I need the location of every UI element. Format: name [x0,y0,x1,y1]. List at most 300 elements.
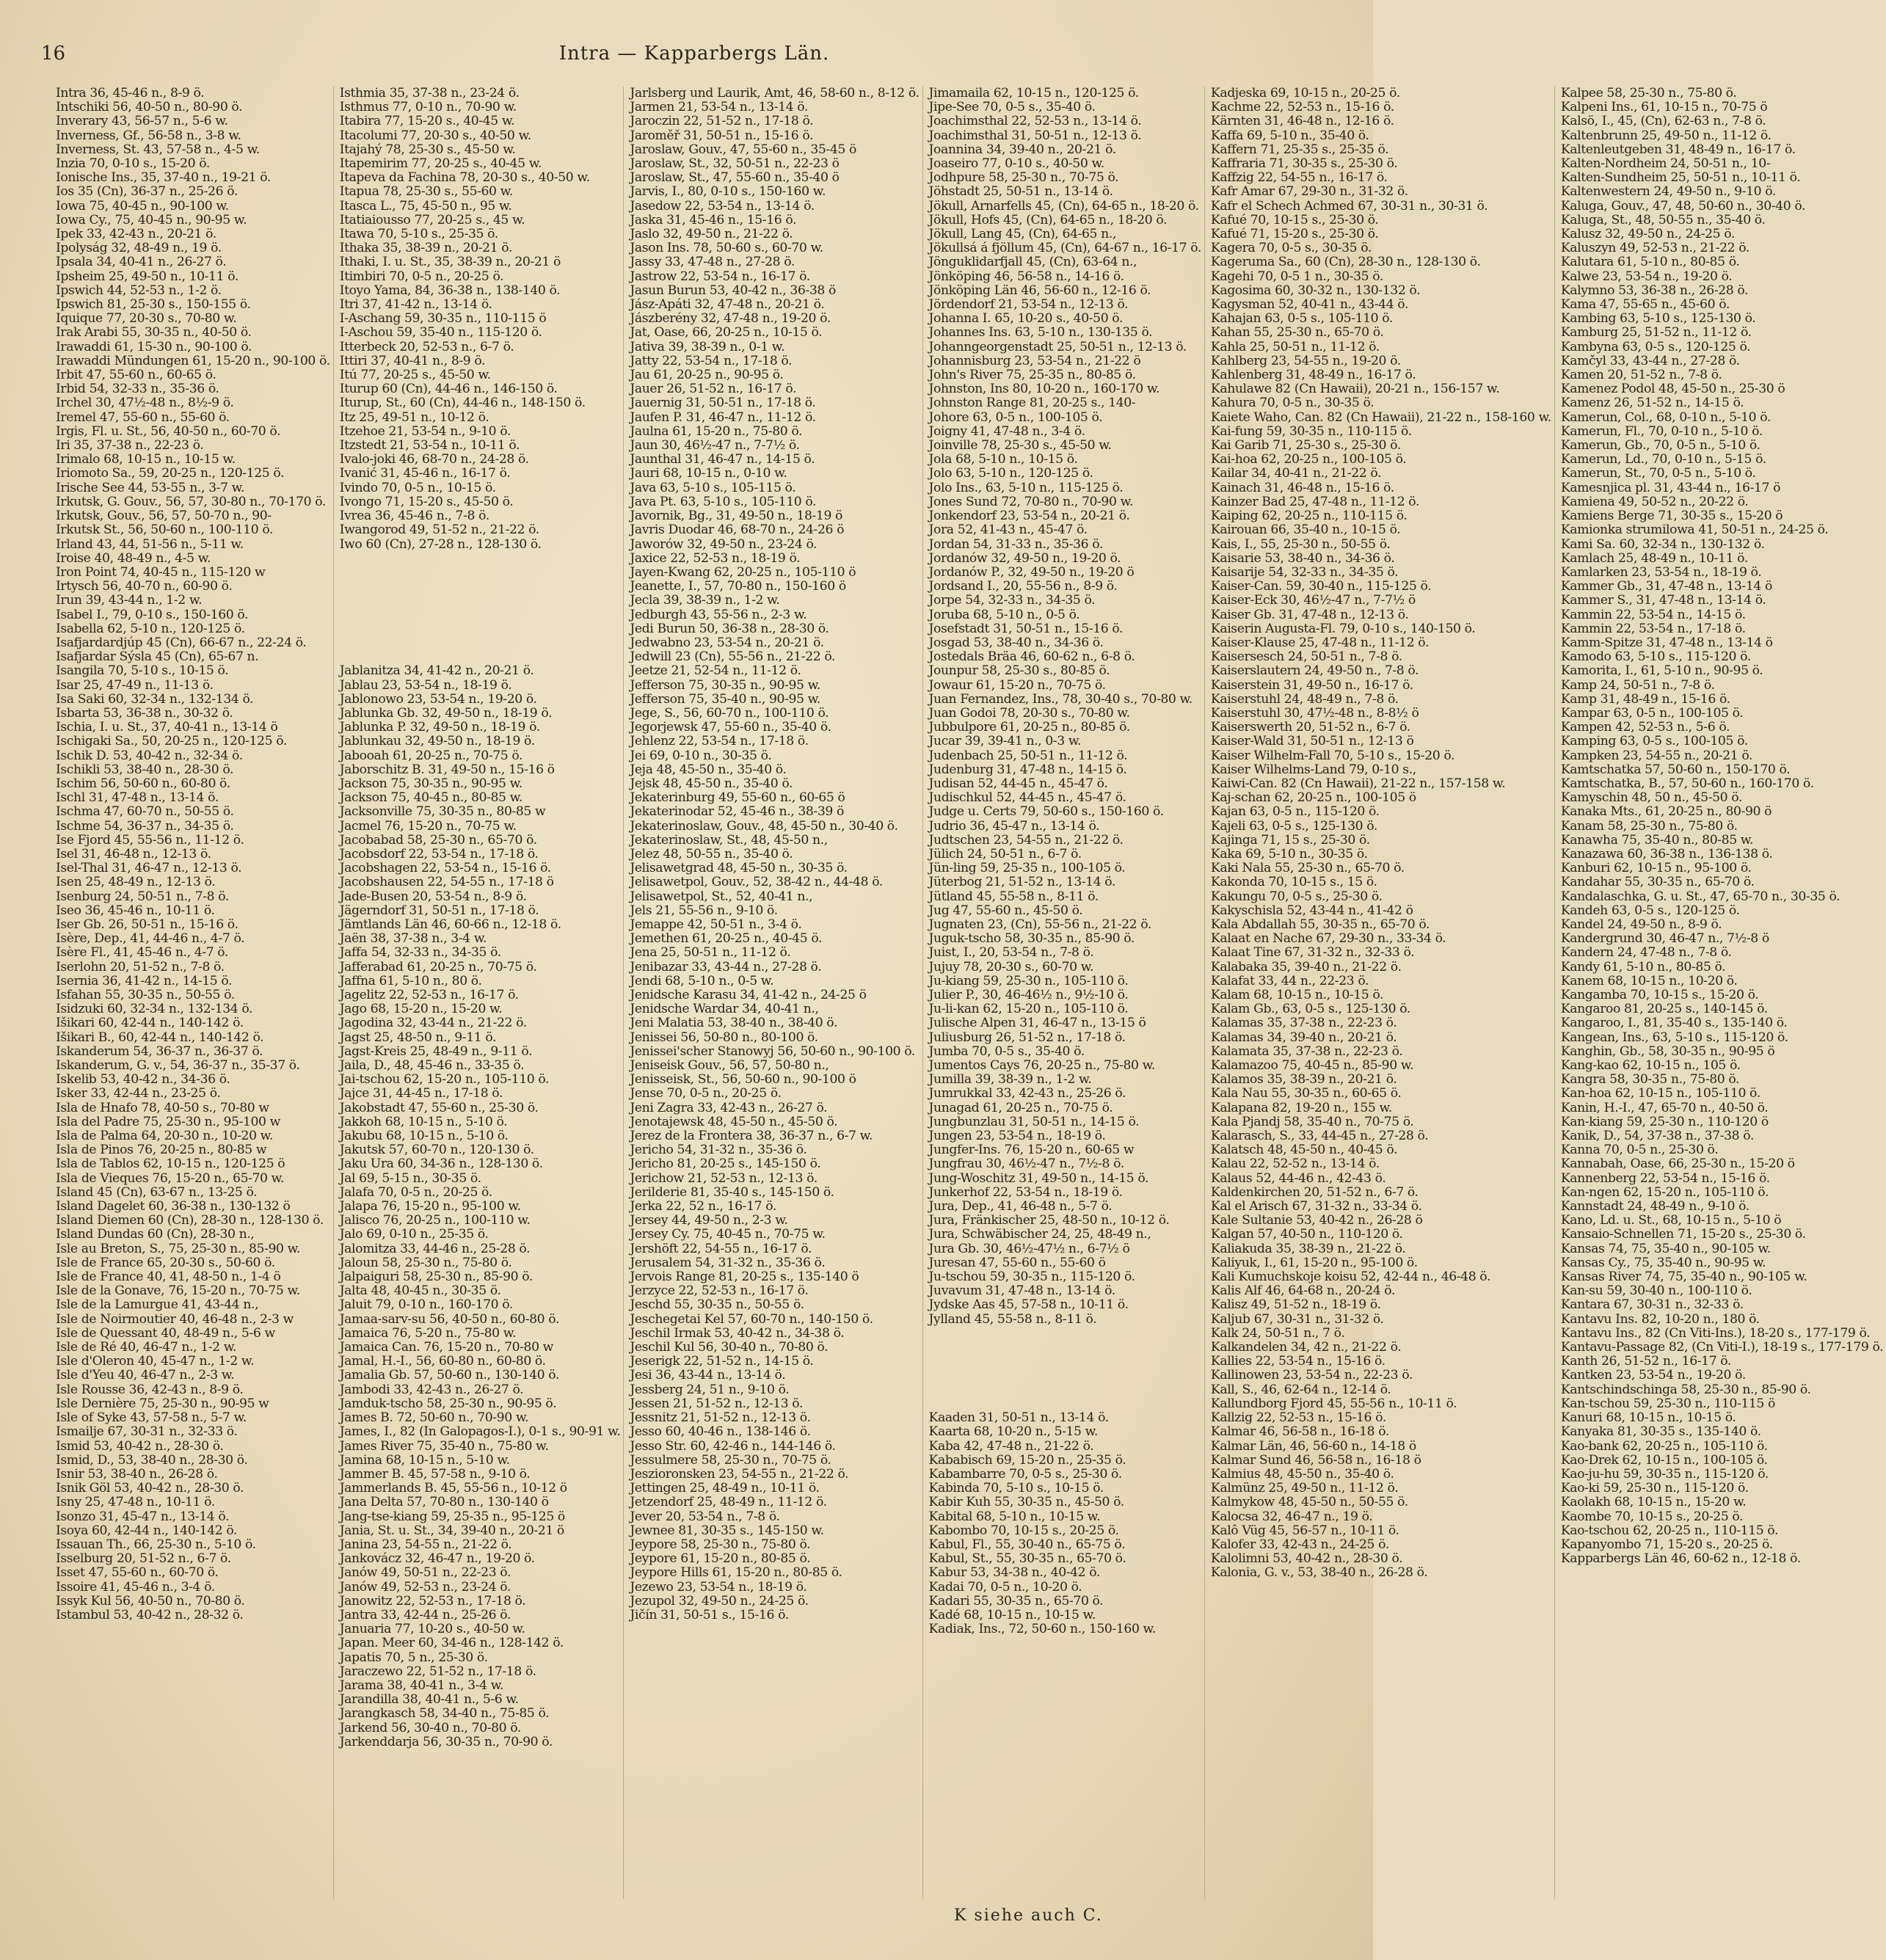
index-entry: Jagst 25, 48-50 n., 9-11 ö. [339,1030,497,1045]
index-entry: Kamerun, Col., 68, 0-10 n., 5-10 ö. [1560,409,1771,425]
index-entry: Kalamazoo 75, 40-45 n., 85-90 w. [1210,1058,1414,1074]
index-entry: Iowa 75, 40-45 n., 90-100 w. [56,198,229,214]
index-entry: Jeserigk 22, 51-52 n., 14-15 ö. [630,1354,814,1369]
index-entry: Irgis, Fl. u. St., 56, 40-50 n., 60-70 ö. [56,423,281,439]
index-entry: Jora 52, 41-43 n., 45-47 ö. [928,522,1088,538]
index-entry: Jönköping 46, 56-58 n., 14-16 ö. [928,269,1124,284]
index-entry: Kafué 71, 15-20 s., 25-30 ö. [1210,227,1379,242]
index-entry: Iri 35, 37-38 n., 22-23 ö. [56,438,204,453]
index-entry: Jarandilla 38, 40-41 n., 5-6 w. [339,1692,519,1708]
index-entry: Javornik, Bg., 31, 49-50 n., 18-19 ö [630,509,842,524]
index-entry: Isabella 62, 5-10 n., 120-125 ö. [56,621,245,636]
index-entry: Kainzer Bad 25, 47-48 n., 11-12 ö. [1210,494,1420,509]
index-entry: Kalofer 33, 42-43 n., 24-25 ö. [1210,1537,1389,1552]
index-entry: Java Pt. 63, 5-10 s., 105-110 ö. [630,494,817,509]
index-entry: Isle of Syke 43, 57-58 n., 5-7 w. [56,1410,247,1426]
index-entry: Jackson 75, 30-35 n., 90-95 w. [339,776,523,791]
index-entry: Kaiserswerth 20, 51-52 n., 6-7 ö. [1210,720,1410,735]
index-entry: Kalgan 57, 40-50 n., 110-120 ö. [1210,1227,1403,1242]
index-entry: Jekaterinburg 49, 55-60 n., 60-65 ö [630,790,845,806]
index-entry: Ivalo-joki 46, 68-70 n., 24-28 ö. [339,452,529,467]
index-entry: Kambing 63, 5-10 s., 125-130 ö. [1560,311,1756,327]
index-entry: Jelez 48, 50-55 n., 35-40 ö. [630,846,793,861]
index-entry: Jura, Schwäbischer 24, 25, 48-49 n., [928,1227,1151,1242]
index-entry: Kall, S., 46, 62-64 n., 12-14 ö. [1210,1382,1391,1397]
index-entry: Jeypore 58, 25-30 n., 75-80 ö. [630,1537,811,1552]
index-entry: Jaxice 22, 52-53 n., 18-19 ö. [630,550,801,566]
index-entry: Kaisersesch 24, 50-51 n., 7-8 ö. [1210,649,1402,665]
index-entry: Kalten-Nordheim 24, 50-51 n., 10- [1560,156,1771,172]
index-entry: Kanin, H.-I., 47, 65-70 n., 40-50 ö. [1560,1100,1769,1115]
index-entry: Itacolumi 77, 20-30 s., 40-50 w. [339,128,531,143]
index-entry: Kabital 68, 5-10 n., 10-15 w. [928,1509,1101,1524]
index-entry: Jablonowo 23, 53-54 n., 19-20 ö. [339,691,537,707]
index-entry: Irkutsk, Gouv., 56, 57, 50-70 n., 90- [56,509,272,524]
index-entry: Junagad 61, 20-25 n., 70-75 ö. [928,1100,1113,1115]
index-entry: Jönguklidarfjall 45, (Cn), 63-64 n., [928,255,1137,270]
index-entry: Jastrow 22, 53-54 n., 16-17 ö. [630,269,810,284]
index-entry: Kaluga, St., 48, 50-55 n., 35-40 ö. [1560,212,1766,227]
index-entry: Jumilla 39, 38-39 n., 1-2 w. [928,1072,1092,1088]
index-entry: Irkutsk, G. Gouv., 56, 57, 30-80 n., 70-170 ö. [56,494,326,509]
index-entry: Kanuri 68, 10-15 n., 10-15 ö. [1560,1410,1736,1426]
index-entry: Kaiserstuhl 24, 48-49 n., 7-8 ö. [1210,691,1399,707]
index-entry: Kallzig 22, 52-53 n., 15-16 ö. [1210,1410,1386,1426]
index-entry: Janów 49, 50-51 n., 22-23 ö. [339,1565,511,1581]
index-entry: Kal el Arisch 67, 31-32 n., 33-34 ö. [1210,1199,1422,1214]
index-entry: Jervois Range 81, 20-25 s., 135-140 ö [630,1269,859,1285]
index-entry: Itú 77, 20-25 s., 45-50 w. [339,368,491,383]
index-entry: Irkutsk St., 56, 50-60 n., 100-110 ö. [56,522,274,538]
index-entry: Jakutsk 57, 60-70 n., 120-130 ö. [339,1143,534,1158]
index-entry: Jeschegetai Kel 57, 60-70 n., 140-150 ö. [630,1311,873,1327]
index-entry: Island Dagelet 60, 36-38 n., 130-132 ö [56,1199,291,1214]
index-entry: Inzia 70, 0-10 s., 15-20 ö. [56,156,210,172]
index-entry: Kadari 55, 30-35 n., 65-70 ö. [928,1593,1104,1609]
index-entry: Jesso 60, 40-46 n., 138-146 ö. [630,1424,811,1440]
index-entry: Kallinowen 23, 53-54 n., 22-23 ö. [1210,1368,1413,1383]
index-entry: Ischim 56, 50-60 n., 60-80 ö. [56,776,230,791]
page-header [41,43,1347,72]
index-entry: Itasca L., 75, 45-50 n., 95 w. [339,198,512,214]
index-entry: Ischl 31, 47-48 n., 13-14 ö. [56,790,219,806]
index-entry: Inverary 43, 56-57 n., 5-6 w. [56,114,228,129]
index-entry: Iroise 40, 48-49 n., 4-5 w. [56,550,211,566]
index-entry: Ju-tschou 59, 30-35 n., 115-120 ö. [928,1269,1135,1285]
index-entry: Jammerlands B. 45, 55-56 n., 10-12 ö [339,1481,567,1496]
index-entry: Kafué 70, 10-15 s., 25-30 ö. [1210,212,1379,227]
index-entry: Kai Garib 71, 25-30 s., 25-30 ö. [1210,438,1401,453]
index-entry: Jungfrau 30, 46½-47 n., 7½-8 ö. [928,1156,1124,1172]
index-entry: Kaarta 68, 10-20 n., 5-15 w. [928,1424,1098,1440]
index-entry: Ipek 33, 42-43 n., 20-21 ö. [56,227,216,242]
index-entry: Kafr el Schech Achmed 67, 30-31 n., 30-31 ö. [1210,198,1488,214]
index-entry: Isny 25, 47-48 n., 10-11 ö. [56,1495,215,1510]
index-entry: Kanam 58, 25-30 n., 75-80 ö. [1560,818,1738,834]
index-entry: Jütland 45, 55-58 n., 8-11 ö. [928,889,1099,904]
index-entry: Kalpeni Ins., 61, 10-15 n., 70-75 ö [1560,100,1768,115]
index-entry: Jago 68, 15-20 n., 15-20 w. [339,1002,503,1017]
index-entry: Kaiserstein 31, 49-50 n., 16-17 ö. [1210,677,1413,693]
index-entry: Isle de France 65, 20-30 s., 50-60 ö. [56,1255,275,1270]
index-entry: Jena 25, 50-51 n., 11-12 ö. [630,945,791,961]
index-entry: Josefstadt 31, 50-51 n., 15-16 ö. [928,621,1124,636]
index-entry: Kaliakuda 35, 38-39 n., 21-22 ö. [1210,1241,1406,1256]
index-entry: Jaraczewo 22, 51-52 n., 17-18 ö. [339,1664,536,1679]
index-column-2 [340,87,625,1899]
index-entry: Jehlenz 22, 53-54 n., 17-18 ö. [630,734,809,749]
index-entry: Kailar 34, 40-41 n., 21-22 ö. [1210,466,1382,481]
index-entry: Jenisseisk, St., 56, 50-60 n., 90-100 ö [630,1072,856,1088]
index-entry: Jezewo 23, 53-54 n., 18-19 ö. [630,1579,807,1595]
index-entry: Kandahar 55, 30-35 n., 65-70 ö. [1560,875,1755,890]
index-entry: Kaiete Waho, Can. 82 (Cn Hawaii), 21-22 n., 158-160 w. [1210,409,1551,425]
index-entry: Janowitz 22, 52-53 n., 17-18 ö. [339,1593,526,1609]
index-entry: Jever 20, 53-54 n., 7-8 ö. [630,1509,780,1524]
index-entry: Ju-li-kan 62, 15-20 n., 105-110 ö. [928,1002,1129,1017]
index-entry: Johanngeorgenstadt 25, 50-51 n., 12-13 ö. [928,339,1187,354]
index-entry: Kaltenwestern 24, 49-50 n., 9-10 ö. [1560,184,1776,200]
index-entry: Inverness, Gf., 56-58 n., 3-8 w. [56,128,241,143]
index-entry: Jessulmere 58, 25-30 n., 70-75 ö. [630,1452,831,1468]
index-entry: Jodhpure 58, 25-30 n., 70-75 ö. [928,170,1119,186]
index-entry: Kansaio-Schnellen 71, 15-20 s., 25-30 ö. [1560,1227,1806,1242]
index-entry: Ivanić 31, 45-46 n., 16-17 ö. [339,466,511,481]
index-entry: Irawaddi 61, 15-30 n., 90-100 ö. [56,339,252,354]
index-entry: Kao-ju-hu 59, 30-35 n., 115-120 ö. [1560,1466,1769,1482]
index-entry: Ios 35 (Cn), 36-37 n., 25-26 ö. [56,184,238,200]
index-entry: Isle de Noirmoutier 40, 46-48 n., 2-3 w [56,1311,294,1327]
index-entry: Jaroměř 31, 50-51 n., 15-16 ö. [630,128,814,143]
index-entry: Istambul 53, 40-42 n., 28-32 ö. [56,1607,244,1622]
index-entry: Kang-kao 62, 10-15 n., 105 ö. [1560,1058,1741,1074]
index-entry: Jönköping Län 46, 56-60 n., 12-16 ö. [928,283,1151,298]
index-entry: Jegorjewsk 47, 55-60 n., 35-40 ö. [630,720,831,735]
index-entry: Kanawha 75, 35-40 n., 80-85 w. [1560,832,1754,848]
index-entry: Jimamaila 62, 10-15 n., 120-125 ö. [928,86,1139,101]
index-entry: Kangean, Ins., 63, 5-10 s., 115-120 ö. [1560,1030,1788,1045]
index-entry: Ischigaki Sa., 50, 20-25 n., 120-125 ö. [56,734,287,749]
index-entry: Jedburgh 43, 55-56 n., 2-3 w. [630,607,807,622]
index-entry: Irun 39, 43-44 n., 1-2 w. [56,593,203,608]
index-entry: Isonzo 31, 45-47 n., 13-14 ö. [56,1509,230,1524]
index-entry: Jau 61, 20-25 n., 90-95 ö. [630,368,784,383]
index-entry: Jacksonville 75, 30-35 n., 80-85 w [339,804,546,820]
index-entry: Kaiserin Augusta-Fl. 79, 0-10 s., 140-150 ö. [1210,621,1476,636]
index-entry: Kalarasch, S., 33, 44-45 n., 27-28 ö. [1210,1129,1429,1144]
index-entry: Kalis Alf 46, 64-68 n., 20-24 ö. [1210,1283,1396,1299]
index-entry: Johannes Ins. 63, 5-10 n., 130-135 ö. [928,325,1153,340]
index-entry: Jettingen 25, 48-49 n., 10-11 ö. [630,1481,820,1496]
index-entry: Isle de France 40, 41, 48-50 n., 1-4 ö [56,1269,281,1285]
index-entry: Irak Arabi 55, 30-35 n., 40-50 ö. [56,325,252,340]
index-entry: Kalmar 46, 56-58 n., 16-18 ö. [1210,1424,1389,1440]
index-entry: Jelisawetpol, Gouv., 52, 38-42 n., 44-48 ö. [630,875,883,890]
index-entry: Kao-tschou 62, 20-25 n., 110-115 ö. [1560,1523,1779,1538]
index-entry: Japatis 70, 5 n., 25-30 ö. [339,1650,488,1665]
index-entry: Ipsala 34, 40-41 n., 26-27 ö. [56,255,227,270]
index-entry: Kalamos 35, 38-39 n., 20-21 ö. [1210,1072,1397,1088]
index-entry: Kantschindschinga 58, 25-30 n., 85-90 ö. [1560,1382,1811,1397]
index-entry: Isthmus 77, 0-10 n., 70-90 w. [339,100,517,115]
index-entry: Kaiser Gb. 31, 47-48 n., 12-13 ö. [1210,607,1409,622]
index-entry: Kamp 24, 50-51 n., 7-8 ö. [1560,677,1715,693]
index-entry: Kamtschatka 57, 50-60 n., 150-170 ö. [1560,762,1791,777]
index-entry: Ipswich 44, 52-53 n., 1-2 ö. [56,283,222,298]
index-entry: Iwangorod 49, 51-52 n., 21-22 ö. [339,522,539,538]
index-entry: Kaba 42, 47-48 n., 21-22 ö. [928,1438,1094,1454]
index-entry: Kanem 68, 10-15 n., 10-20 ö. [1560,973,1738,988]
index-entry: Ithaka 35, 38-39 n., 20-21 ö. [339,241,513,256]
index-entry: Jaunthal 31, 46-47 n., 14-15 ö. [630,452,815,467]
index-entry: Jökullsá á fjöllum 45, (Cn), 64-67 n., 16-17 ö. [928,241,1201,256]
index-entry: Jal 69, 5-15 n., 30-35 ö. [339,1170,481,1186]
index-entry: Jeja 48, 45-50 n., 35-40 ö. [630,762,787,777]
index-entry: Kamlach 25, 48-49 n., 10-11 ö. [1560,550,1748,566]
index-entry: Kandergrund 30, 46-47 n., 7½-8 ö [1560,931,1769,947]
index-entry: Jania, St. u. St., 34, 39-40 n., 20-21 ö [339,1523,564,1538]
index-entry: Jerusalem 54, 31-32 n., 35-36 ö. [630,1255,826,1270]
index-entry: Kaisarije 54, 32-33 n., 34-35 ö. [1210,564,1399,580]
index-entry: Judenbach 25, 50-51 n., 11-12 ö. [928,748,1128,763]
index-entry [929,1355,1201,1369]
index-columns [56,86,1884,1899]
index-entry: Jug 47, 55-60 n., 45-50 ö. [928,903,1083,918]
index-entry: Jakkoh 68, 10-15 n., 5-10 ö. [339,1114,508,1129]
index-entry: Kaluszyn 49, 52-53 n., 21-22 ö. [1560,241,1750,256]
index-entry: Iturup, St., 60 (Cn), 44-46 n., 148-150 ö. [339,396,586,411]
index-entry: Jezupol 32, 49-50 n., 24-25 ö. [630,1593,809,1609]
index-entry: Jaroczin 22, 51-52 n., 17-18 ö. [630,114,814,129]
index-entry: Kahlberg 23, 54-55 n., 19-20 ö. [1210,353,1401,368]
index-entry: Isafjardardjúp 45 (Cn), 66-67 n., 22-24 ö. [56,635,307,650]
index-entry: Kandy 61, 5-10 n., 80-85 ö. [1560,959,1726,974]
index-entry: Isle au Breton, S., 75, 25-30 n., 85-90 w. [56,1241,300,1256]
index-entry: Irimalo 68, 10-15 n., 10-15 w. [56,452,236,467]
index-entry: Isle de Ré 40, 46-47 n., 1-2 w. [56,1340,237,1355]
index-entry: Kaffa 69, 5-10 n., 35-40 ö. [1210,128,1369,143]
index-entry: Kansas River 74, 75, 35-40 n., 90-105 w. [1560,1269,1807,1285]
index-entry: Jaworów 32, 49-50 n., 23-24 ö. [630,536,818,552]
index-entry: Jenidsche Karasu 34, 41-42 n., 24-25 ö [630,988,867,1002]
index-entry: Isère, Dep., 41, 44-46 n., 4-7 ö. [56,931,245,947]
index-entry: Kangra 58, 30-35 n., 75-80 ö. [1560,1072,1740,1088]
index-entry: Isle Rousse 36, 42-43 n., 8-9 ö. [56,1382,244,1397]
index-entry: Isel-Thal 31, 46-47 n., 12-13 ö. [56,861,242,876]
index-entry: Kaiwi-Can. 82 (Cn Hawaii), 21-22 n., 157-158 w. [1210,776,1506,791]
index-entry: Jung-Woschitz 31, 49-50 n., 14-15 ö. [928,1170,1149,1186]
index-entry: Kanburi 62, 10-15 n., 95-100 ö. [1560,861,1752,876]
index-entry: Kaffraria 71, 30-35 s., 25-30 ö. [1210,156,1398,172]
index-entry: Isabel I., 79, 0-10 s., 150-160 ö. [56,607,249,622]
index-entry: Jauer 26, 51-52 n., 16-17 ö. [630,382,797,397]
index-entry: Kalocsa 32, 46-47 n., 19 ö. [1210,1509,1373,1524]
index-entry: Jakubu 68, 10-15 n., 5-10 ö. [339,1129,509,1144]
index-entry: Jumba 70, 0-5 s., 35-40 ö. [928,1043,1085,1059]
index-entry: Jambodi 33, 42-43 n., 26-27 ö. [339,1382,524,1397]
index-entry: Kanna 70, 0-5 n., 25-30 ö. [1560,1143,1719,1158]
index-entry: Isla de Vieques 76, 15-20 n., 65-70 w. [56,1170,284,1186]
index-entry: Jersey Cy. 75, 40-45 n., 70-75 w. [630,1227,826,1242]
index-entry: Kao-bank 62, 20-25 n., 105-110 ö. [1560,1438,1768,1454]
index-entry: Išikari B., 60, 42-44 n., 140-142 ö. [56,1030,264,1045]
index-entry: Kalatsch 48, 45-50 n., 40-45 ö. [1210,1143,1398,1158]
index-entry: Kan-su 59, 30-40 n., 100-110 ö. [1560,1283,1752,1299]
index-entry: Jarkend 56, 30-40 n., 70-80 ö. [339,1720,521,1735]
index-entry: Jersey 44, 49-50 n., 2-3 w. [630,1213,788,1228]
index-entry: Kakyschisla 52, 43-44 n., 41-42 ö [1210,903,1413,918]
index-entry: Jatty 22, 53-54 n., 17-18 ö. [630,353,793,368]
index-entry: Jammer B. 45, 57-58 n., 9-10 ö. [339,1466,531,1482]
index-entry: Itoyo Yama, 84, 36-38 n., 138-140 ö. [339,283,561,298]
index-entry: Jablanitza 34, 41-42 n., 20-21 ö. [339,663,534,679]
index-entry: Jeszioronsken 23, 54-55 n., 21-22 ö. [630,1466,849,1482]
index-entry: James B. 72, 50-60 n., 70-90 w. [339,1410,529,1426]
index-entry: Joinville 78, 25-30 s., 45-50 w. [928,438,1112,453]
index-entry: Kaaden 31, 50-51 n., 13-14 ö. [928,1410,1109,1426]
index-entry: Jai-tschou 62, 15-20 n., 105-110 ö. [339,1072,550,1088]
index-entry: Kamping 63, 0-5 s., 100-105 ö. [1560,734,1748,749]
index-entry: Itatiaiousso 77, 20-25 s., 45 w. [339,212,525,227]
index-entry: Jessberg 24, 51 n., 9-10 ö. [630,1382,790,1397]
index-entry: Irawaddi Mündungen 61, 15-20 n., 90-100 ö. [56,353,330,368]
index-entry: James, I., 82 (In Galopagos-I.), 0-1 s., 90-91 w. [339,1424,621,1440]
index-entry: Itzehoe 21, 53-54 n., 9-10 ö. [339,423,511,439]
index-entry: Kampar 63, 0-5 n., 100-105 ö. [1560,705,1744,721]
index-entry: Jordsand I., 20, 55-56 n., 8-9 ö. [928,579,1118,594]
index-entry: Jöhstadt 25, 50-51 n., 13-14 ö. [928,184,1113,200]
index-entry: Jamaica 76, 5-20 n., 75-80 w. [339,1325,517,1341]
index-entry: Januaria 77, 10-20 s., 40-50 w. [339,1622,525,1637]
index-entry: Jelisawetpol, St., 52, 40-41 n., [630,889,813,904]
index-entry: Kangaroo, I., 81, 35-40 s., 135-140 ö. [1560,1016,1788,1031]
index-entry: Jola 68, 5-10 n., 10-15 ö. [928,452,1078,467]
index-entry: Joachimsthal 31, 50-51 n., 12-13 ö. [928,128,1142,143]
index-entry: Jordanów P., 32, 49-50 n., 19-20 ö [928,564,1135,580]
index-entry [340,580,621,594]
index-entry: Ju-kiang 59, 25-30 n., 105-110 ö. [928,973,1129,988]
index-entry: Jolo Ins., 63, 5-10 n., 115-125 ö. [928,480,1124,495]
index-entry: Itabira 77, 15-20 s., 40-45 w. [339,114,515,129]
index-entry: Kammin 22, 53-54 n., 14-15 ö. [1560,607,1746,622]
index-entry: Jedwabno 23, 53-54 n., 20-21 ö. [630,635,824,650]
index-entry: Jaroslaw, Gouv., 47, 55-60 n., 35-45 ö [630,142,856,157]
index-entry: Kalabaka 35, 39-40 n., 21-22 ö. [1210,959,1402,974]
index-entry: James River 75, 35-40 n., 75-80 w. [339,1438,549,1454]
index-entry [340,552,621,566]
index-entry: Jeschil Kul 56, 30-40 n., 70-80 ö. [630,1340,829,1355]
index-entry: Kaljub 67, 30-31 n., 31-32 ö. [1210,1311,1384,1327]
index-entry: Kamiens Berge 71, 30-35 s., 15-20 ö [1560,509,1783,524]
index-entry: Jaborschitz B. 31, 49-50 n., 15-16 ö [339,762,555,777]
index-entry: Jackson 75, 40-45 n., 80-85 w. [339,790,523,806]
index-entry: Isangila 70, 5-10 s., 10-15 ö. [56,663,229,679]
index-entry: Kahura 70, 0-5 n., 30-35 ö. [1210,396,1375,411]
index-entry: Kamerun, Ld., 70, 0-10 n., 5-15 ö. [1560,452,1766,467]
index-entry: Kagosima 60, 30-32 n., 130-132 ö. [1210,283,1421,298]
index-entry: Jämtlands Län 46, 60-66 n., 12-18 ö. [339,917,561,932]
index-entry: Jacobabad 58, 25-30 n., 65-70 ö. [339,832,537,848]
index-entry: Jagelitz 22, 52-53 n., 16-17 ö. [339,988,519,1002]
index-entry: Kalafat 33, 44 n., 22-23 ö. [1210,973,1369,988]
index-entry: Kai-hoa 62, 20-25 n., 100-105 ö. [1210,452,1407,467]
index-entry: Janina 23, 54-55 n., 21-22 ö. [339,1537,512,1552]
index-entry: Jubbulpore 61, 20-25 n., 80-85 ö. [928,720,1130,735]
index-entry: Jablunka Gb. 32, 49-50 n., 18-19 ö. [339,705,553,721]
index-entry: Kalmius 48, 45-50 n., 35-40 ö. [1210,1466,1394,1482]
index-entry: Kaltenbrunn 25, 49-50 n., 11-12 ö. [1560,128,1772,143]
index-entry: Judenburg 31, 47-48 n., 14-15 ö. [928,762,1127,777]
index-entry: Kamodo 63, 5-10 s., 115-120 ö. [1560,649,1751,665]
index-entry: Kaj-schan 62, 20-25 n., 100-105 ö [1210,790,1416,806]
index-entry: Isker 33, 42-44 n., 23-25 ö. [56,1086,221,1101]
index-entry: Jericho 54, 31-32 n., 35-36 ö. [630,1143,807,1158]
index-entry: Jordanów 32, 49-50 n., 19-20 ö. [928,550,1121,566]
index-entry: Jenissei'scher Stanowyj 56, 50-60 n., 90-100 ö. [630,1043,915,1059]
index-entry: Jamina 68, 10-15 n., 5-10 w. [339,1452,510,1468]
index-entry: Kan-kiang 59, 25-30 n., 110-120 ö [1560,1114,1769,1129]
index-entry: Jumrukkal 33, 42-43 n., 25-26 ö. [928,1086,1126,1101]
index-entry: Jenotajewsk 48, 45-50 n., 45-50 ö. [630,1114,838,1129]
index-entry: Issoire 41, 45-46 n., 3-4 ö. [56,1579,215,1595]
index-entry: Kalam Gb., 63, 0-5 s., 125-130 ö. [1210,1002,1410,1017]
index-entry: Kamionka strumilowa 41, 50-51 n., 24-25 ö. [1560,522,1829,538]
index-entry: Kahla 25, 50-51 n., 11-12 ö. [1210,339,1380,354]
index-entry: Kahajan 63, 0-5 s., 105-110 ö. [1210,311,1393,327]
index-entry: Jefferson 75, 35-40 n., 90-95 w. [630,691,820,707]
index-entry: Kamburg 25, 51-52 n., 11-12 ö. [1560,325,1752,340]
index-entry: Kamesnjica pl. 31, 43-44 n., 16-17 ö [1560,480,1781,495]
index-entry: Itapua 78, 25-30 s., 55-60 w. [339,184,513,200]
index-entry: Kajeli 63, 0-5 s., 125-130 ö. [1210,818,1377,834]
index-entry: Jei 69, 0-10 n., 30-35 ö. [630,748,772,763]
index-entry: Kalamata 35, 37-38 n., 22-23 ö. [1210,1043,1403,1059]
index-entry: Kale Sultanie 53, 40-42 n., 26-28 ö [1210,1213,1423,1228]
index-entry: Kamyschin 48, 50 n., 45-50 ö. [1560,790,1742,806]
index-entry: Isle d'Oleron 40, 45-47 n., 1-2 w. [56,1354,255,1369]
index-entry: Isle d'Yeu 40, 46-47 n., 2-3 w. [56,1368,235,1383]
index-entry: Julier P., 30, 46-46½ n., 9½-10 ö. [928,988,1129,1002]
index-entry: Kalmar Sund 46, 56-58 n., 16-18 ö [1210,1452,1421,1468]
index-entry: Johnston Range 81, 20-25 s., 140- [928,396,1136,411]
index-entry: Ischikli 53, 38-40 n., 28-30 ö. [56,762,234,777]
index-entry: Javris Duodar 46, 68-70 n., 24-26 ö [630,522,845,538]
index-entry: Jungen 23, 53-54 n., 18-19 ö. [928,1129,1106,1144]
index-entry: Kansas 74, 75, 35-40 n., 90-105 w. [1560,1241,1771,1256]
index-entry: Iturup 60 (Cn), 44-46 n., 146-150 ö. [339,382,558,397]
index-entry: Jege, S., 56, 60-70 n., 100-110 ö. [630,705,829,721]
index-entry: Kaisarie 53, 38-40 n., 34-36 ö. [1210,550,1395,566]
index-column-4 [929,87,1205,1899]
index-entry: Kajinga 71, 15 s., 25-30 ö. [1210,832,1370,848]
index-entry: Johannisburg 23, 53-54 n., 21-22 ö [928,353,1141,368]
index-entry: Kanghin, Gb., 58, 30-35 n., 90-95 ö [1560,1043,1775,1059]
index-entry: Johnston, Ins 80, 10-20 n., 160-170 w. [928,382,1160,397]
index-entry: Jerez de la Frontera 38, 36-37 n., 6-7 w. [630,1129,873,1144]
index-entry: Isla de Palma 64, 20-30 n., 10-20 w. [56,1129,274,1144]
index-entry: Kantavu Ins. 82, 10-20 n., 180 ö. [1560,1311,1760,1327]
index-entry: Kaolakh 68, 10-15 n., 15-20 w. [1560,1495,1747,1510]
index-entry: Jerilderie 81, 35-40 s., 145-150 ö. [630,1184,834,1200]
index-entry: Kalkandelen 34, 42 n., 21-22 ö. [1210,1340,1402,1355]
index-entry: Isset 47, 55-60 n., 60-70 ö. [56,1565,219,1581]
index-entry: Kandel 24, 49-50 n., 8-9 ö. [1560,917,1722,932]
index-entry: Jeniseisk Gouv., 56, 57, 50-80 n., [630,1058,829,1074]
index-entry: Kalau 22, 52-52 n., 13-14 ö. [1210,1156,1380,1172]
index-entry: Kama 47, 55-65 n., 45-60 ö. [1560,297,1730,313]
index-entry: Iowa Cy., 75, 40-45 n., 90-95 w. [56,212,247,227]
index-entry: Jecla 39, 38-39 n., 1-2 w. [630,593,780,608]
